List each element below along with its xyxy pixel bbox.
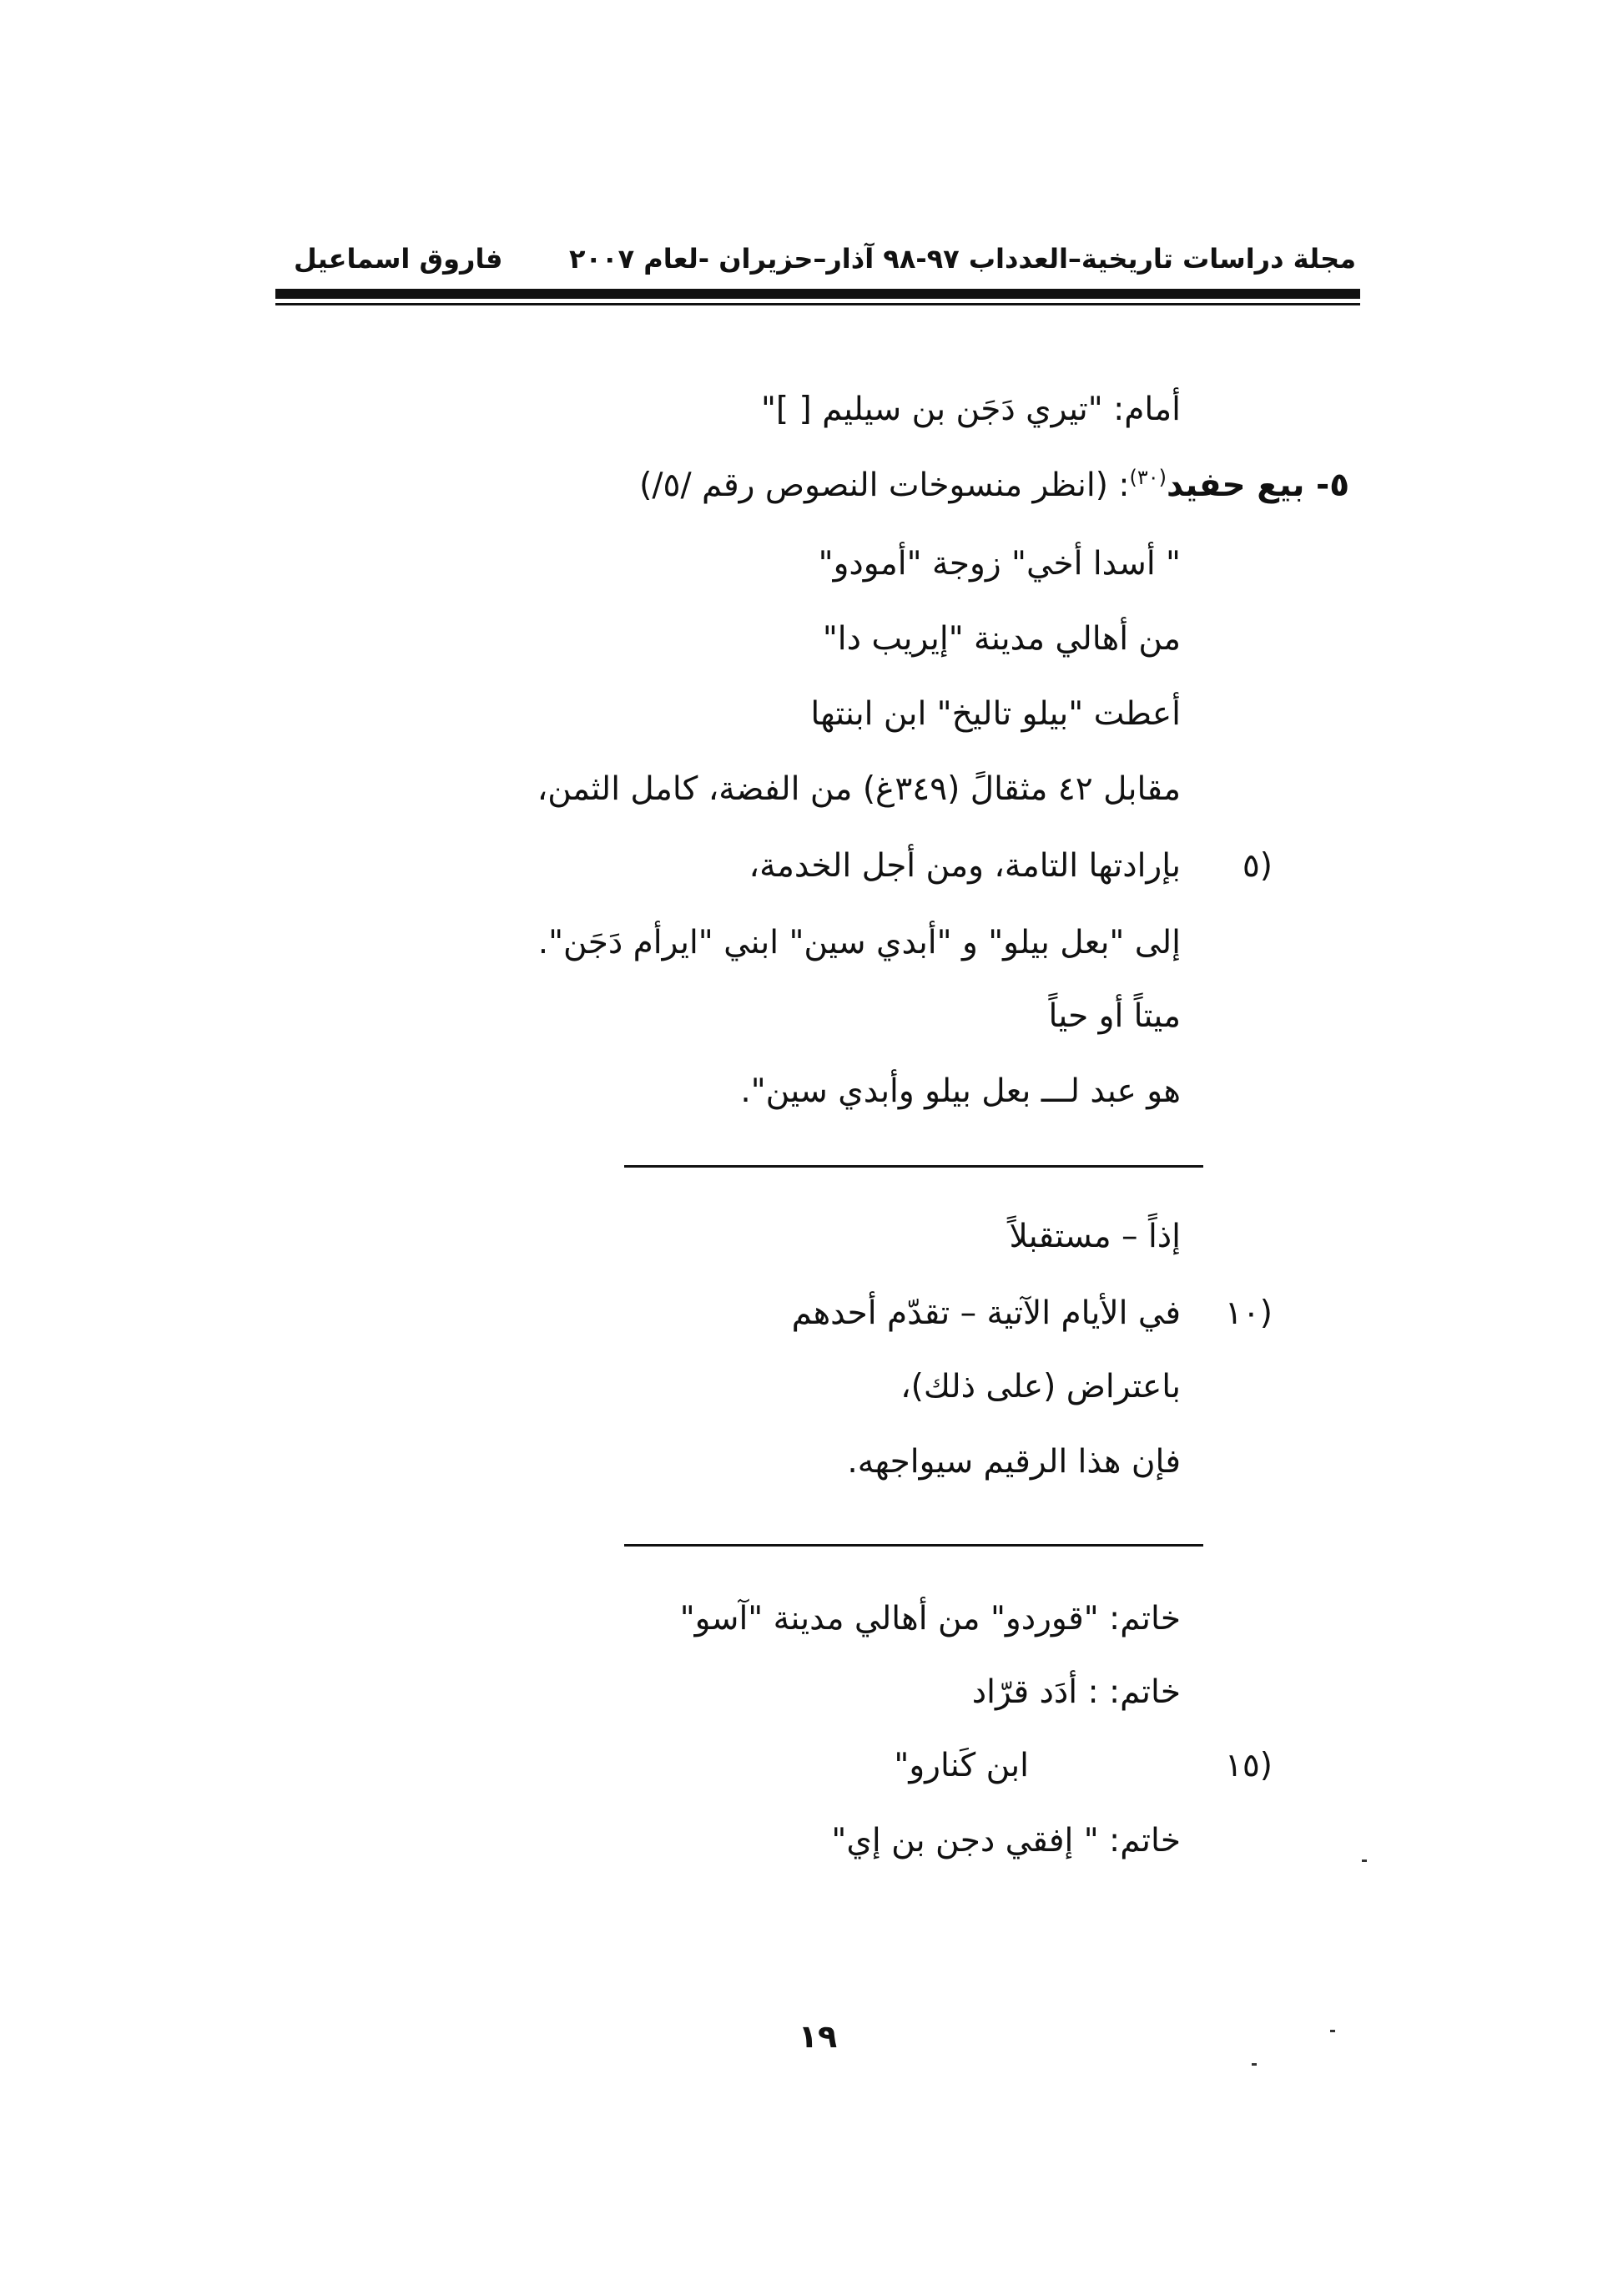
page-number: ١٩ (798, 2018, 838, 2055)
text-line-14: فإن هذا الرقيم سيواجهه. (847, 1443, 1181, 1481)
separator-line-1 (624, 1165, 1203, 1168)
heading-rest: : (انظر منسوخات النصوص رقم /٥/) (639, 467, 1130, 504)
text-line-16: خاتم: : أدَد قرّاد (971, 1673, 1181, 1711)
text-line-15: خاتم: "قوردو" من أهالي مدينة "آسو" (679, 1600, 1181, 1637)
header-rule-thin (275, 303, 1360, 305)
scan-speck (1362, 1860, 1367, 1862)
section-heading-5 (639, 464, 1349, 507)
text-line-6: مقابل ٤٢ مثقالً (٣٤٩غ) من الفضة، كامل الثمن، (537, 770, 1181, 808)
separator-line-2 (624, 1544, 1203, 1547)
text-line-18: خاتم: " إفقي دجن بن إي" (831, 1822, 1181, 1860)
text-line-4: من أهالي مدينة "إيريب دا" (822, 620, 1181, 658)
text-line-7: بإرادتها التامة، ومن أجل الخدمة، (749, 847, 1181, 885)
text-line-13: باعتراض (على ذلك)، (900, 1368, 1181, 1405)
header-rule-thick (275, 289, 1360, 299)
text-line-12: في الأيام الآتية – تقدّم أحدهم (791, 1294, 1181, 1332)
text-line-10: هو عبد لـــ بعل بيلو وأبدي سين". (740, 1072, 1181, 1110)
heading-label: ٥- بيع حفيد (1167, 467, 1349, 504)
footnote-ref: (٣٠) (1129, 466, 1167, 489)
text-line-3: " أسدا أخي" زوجة "أمودو" (818, 545, 1181, 583)
journal-header: مجلة دراسات تاريخية–العدداب ٩٧-٩٨ آذار–حزيران -لعام ٢٠٠٧ (568, 243, 1356, 275)
scan-speck (1252, 2063, 1257, 2066)
verse-number-15: ١٥) (1224, 1747, 1273, 1784)
verse-number-10: ١٠) (1224, 1294, 1273, 1332)
text-line-5: أعطت "بيلو تاليخ" ابن ابنتها (810, 695, 1181, 733)
author-header: فاروق اسماعيل (294, 243, 503, 275)
text-line-1: أمام: "تيري دَجَن بن سيليم [ ]" (760, 391, 1181, 428)
text-line-9: ميتاً أو حياً (1048, 997, 1181, 1035)
text-line-8: إلى "بعل بيلو" و "أبدي سين" ابني "ايرأم دَجَن". (537, 924, 1181, 961)
verse-number-5: ٥) (1242, 847, 1273, 885)
text-line-11: إذاً – مستقبلاً (1009, 1218, 1181, 1255)
scan-speck (1330, 2030, 1335, 2032)
text-line-17: ابن كَنارو" (894, 1747, 1029, 1784)
